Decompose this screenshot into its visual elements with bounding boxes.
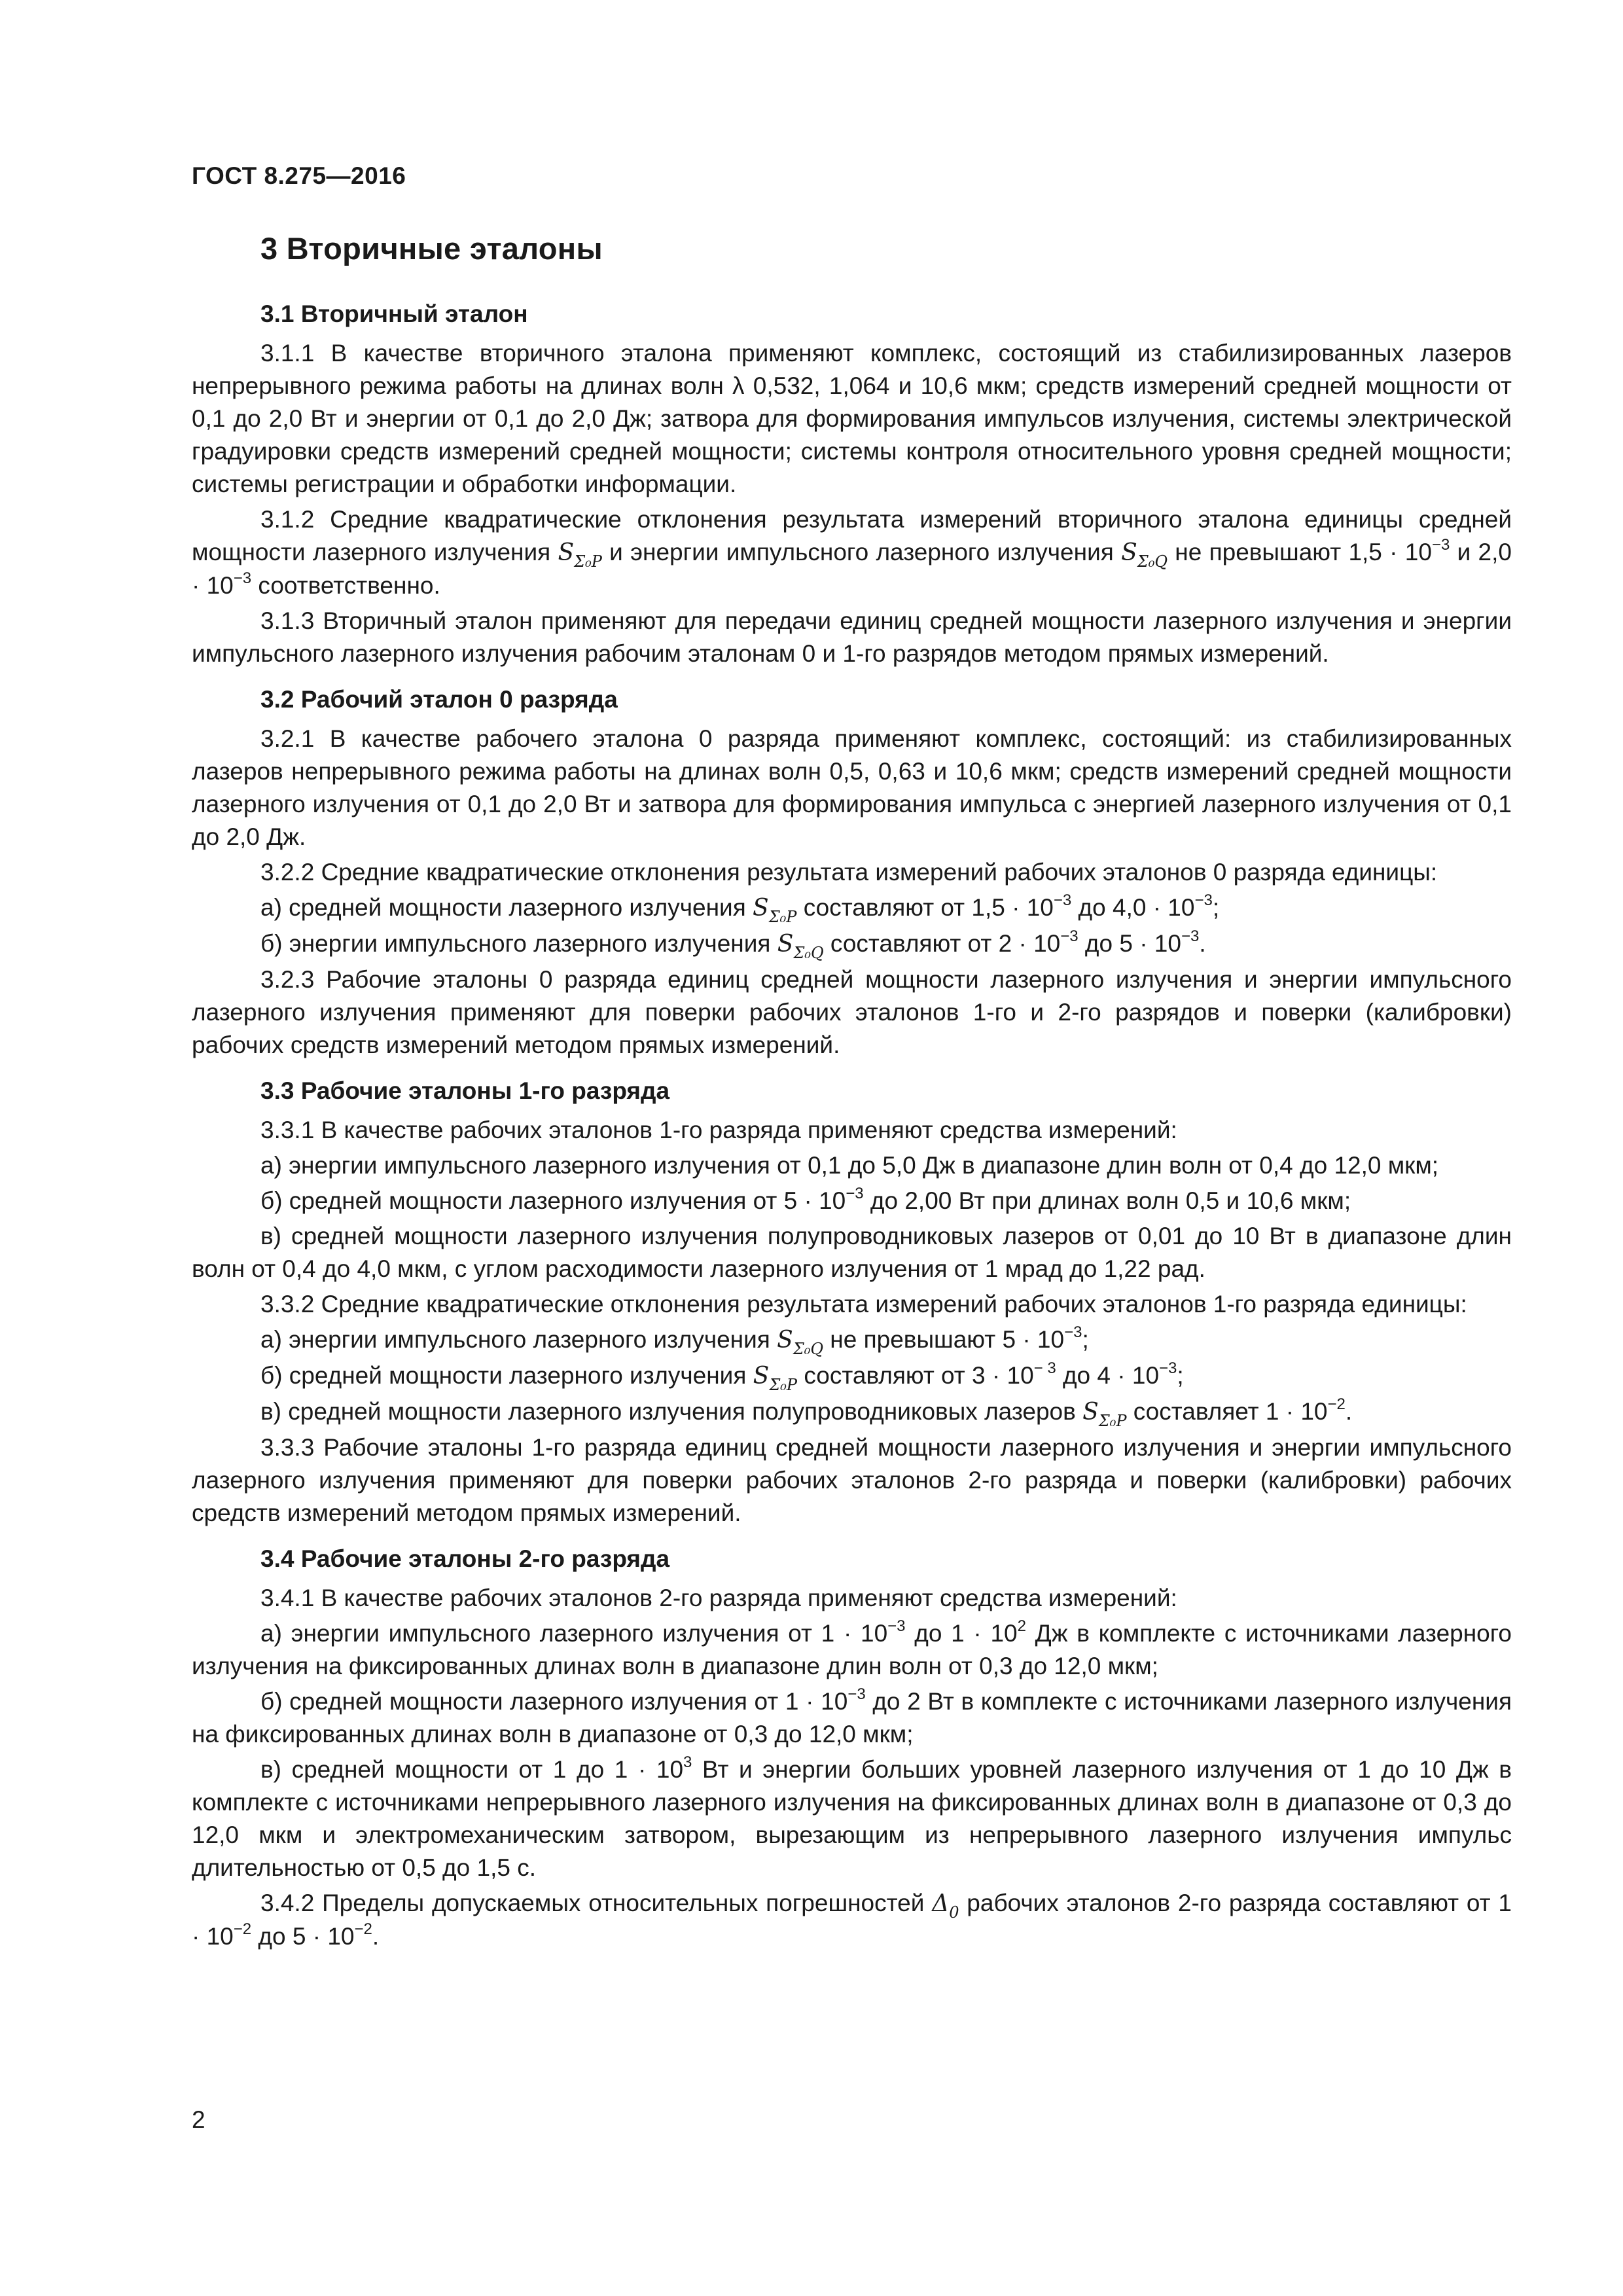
list-item-3-2-2-b: б) энергии импульсного лазерного излучения $S_{\Sigma_0Q}$ составляют от $2 \cdot 10^{-3}$ до $5 \cdot 10^{-3}$. (260, 927, 1206, 962)
symbol-s-sigma-p: $S_{\Sigma_0P}$ (753, 895, 797, 926)
subsection-title-3-2: 3.2 Рабочий эталон 0 разряда (260, 686, 618, 713)
list-item-3-3-2-a: а) энергии импульсного лазерного излучения $S_{\Sigma_0Q}$ не превышают $5 \cdot 10^{-3}$; (260, 1323, 1089, 1358)
symbol-s-sigma-q: $S_{\Sigma_0Q}$ (777, 931, 824, 962)
symbol-s-sigma-q: $S_{\Sigma_0Q}$ (1121, 539, 1168, 571)
list-item-3-4-1-b: б) средней мощности лазерного излучения от $1 \cdot 10^{-3}$ до 2 Вт в комплекте с источниками лазерного излучения на фиксированных длинах волн в диапазоне от 0,3 до 12,0 мкм; (192, 1685, 1512, 1748)
list-item-3-3-1-c: в) средней мощности лазерного излучения полупроводниковых лазеров от 0,01 до 10 Вт в диапазоне длин волн от 0,4 до 4,0 мкм, с углом расходимости лазерного излучения от 1 мрад до 1,22 рад. (192, 1223, 1512, 1282)
paragraph-3-1-1: 3.1.1 В качестве вторичного эталона применяют комплекс, состоящий из стабилизированных лазеров непрерывного режима работы на длинах волн λ 0,532, 1,064 и 10,6 мкм; средств измерений средней мощности от 0,1 до 2,0 Вт и энергии от 0,1 до 2,0 Дж; затвора для формирования импульсов излучения, системы электрической градуировки средств измерений средней мощности; системы контроля относительного уровня средней мощности; системы регистрации и обработки информации. (192, 340, 1512, 497)
list-item-3-2-2-a: а) средней мощности лазерного излучения $S_{\Sigma_0P}$ составляют от $1,5 \cdot 10^{-3}$ до $4,0 \cdot 10^{-3}$; (260, 891, 1220, 926)
page-number: 2 (192, 2106, 205, 2133)
symbol-s-sigma-p: $S_{\Sigma_0P}$ (1082, 1399, 1127, 1430)
list-item-3-3-1-a: а) энергии импульсного лазерного излучения от 0,1 до 5,0 Дж в диапазоне длин волн от 0,4 до 12,0 мкм; (260, 1152, 1439, 1179)
symbol-s-sigma-p: $S_{\Sigma_0P}$ (753, 1363, 798, 1394)
paragraph-3-2-3: 3.2.3 Рабочие эталоны 0 разряда единиц средней мощности лазерного излучения и энергии импульсного лазерного излучения применяют для поверки рабочих эталонов 1-го и 2-го разрядов и поверки (калибровки) рабочих средств измерений методом прямых измерений. (192, 966, 1512, 1058)
document-code-header: ГОСТ 8.275—2016 (192, 162, 406, 189)
paragraph-3-1-3: 3.1.3 Вторичный эталон применяют для передачи единиц средней мощности лазерного излучения и энергии импульсного лазерного излучения рабочим эталонам 0 и 1-го разрядов методом прямых измерений. (192, 607, 1512, 667)
list-item-3-3-1-b: б) средней мощности лазерного излучения от $5 \cdot 10^{-3}$ до 2,00 Вт при длинах волн 0,5 и 10,6 мкм; (260, 1185, 1351, 1214)
paragraph-3-1-2: 3.1.2 Средние квадратические отклонения результата измерений вторичного эталона единицы средней мощности лазерного излучения $S_{\Sigma_0P}$ и энергии импульсного лазерного излучения $S_{\Sigma_0Q}$ не превышают $1,5 \cdot 10^{-3}$ и $2,0 \cdot 10^{-3}$ соответственно. (192, 506, 1512, 599)
symbol-delta-0: $\Delta_0$ (932, 1890, 959, 1922)
subsection-title-3-1: 3.1 Вторичный эталон (260, 300, 528, 327)
paragraph-3-3-3: 3.3.3 Рабочие эталоны 1-го разряда единиц средней мощности лазерного излучения и энергии импульсного лазерного излучения применяют для поверки рабочих эталонов 2-го разряда и поверки (калибровки) рабочих средств измерений методом прямых измерений. (192, 1434, 1512, 1526)
paragraph-3-2-1: 3.2.1 В качестве рабочего эталона 0 разряда применяют комплекс, состоящий: из стабилизированных лазеров непрерывного режима работы на длинах волн 0,5, 0,63 и 10,6 мкм; средств измерений средней мощности лазерного излучения от 0,1 до 2,0 Вт и затвора для формирования импульса с энергией лазерного излучения от 0,1 до 2,0 Дж. (192, 725, 1512, 850)
paragraph-3-4-1: 3.4.1 В качестве рабочих эталонов 2-го разряда применяют средства измерений: (260, 1585, 1177, 1611)
list-item-3-4-1-a: а) энергии импульсного лазерного излучения от $1 \cdot 10^{-3}$ до $1 \cdot 10^2$ Дж в комплекте с источниками лазерного излучения на фиксированных длинах волн в диапазоне длин волн от 0,3 до 12,0 мкм; (192, 1617, 1512, 1679)
section-title: 3 Вторичные эталоны (260, 231, 603, 266)
paragraph-3-3-1: 3.3.1 В качестве рабочих эталонов 1-го разряда применяют средства измерений: (260, 1117, 1177, 1143)
symbol-s-sigma-p: $S_{\Sigma_0P}$ (558, 539, 602, 571)
symbol-s-sigma-q: $S_{\Sigma_0Q}$ (777, 1327, 824, 1358)
paragraph-3-3-2: 3.3.2 Средние квадратические отклонения результата измерений рабочих эталонов 1-го разряда единицы: (260, 1291, 1467, 1318)
list-item-3-3-2-c: в) средней мощности лазерного излучения полупроводниковых лазеров $S_{\Sigma_0P}$ составляет $1 \cdot 10^{-2}$. (260, 1395, 1353, 1430)
paragraph-3-4-2: 3.4.2 Пределы допускаемых относительных погрешностей $\Delta_0$ рабочих эталонов 2-го разряда составляют от $1 \cdot 10^{-2}$ до $5 \cdot 10^{-2}$. (192, 1890, 1512, 1950)
paragraph-3-2-2: 3.2.2 Средние квадратические отклонения результата измерений рабочих эталонов 0 разряда единицы: (260, 859, 1438, 886)
subsection-title-3-3: 3.3 Рабочие эталоны 1-го разряда (260, 1077, 670, 1104)
document-body (192, 230, 1512, 1956)
subsection-title-3-4: 3.4 Рабочие эталоны 2-го разряда (260, 1545, 670, 1572)
list-item-3-3-2-b: б) средней мощности лазерного излучения $S_{\Sigma_0P}$ составляют от $3 \cdot 10^{- 3}$ до $4 \cdot 10^{-3}$; (260, 1359, 1184, 1394)
list-item-3-4-1-c: в) средней мощности от 1 до $1 \cdot 10^3$ Вт и энергии больших уровней лазерного излучения от 1 до 10 Дж в комплекте с источниками непрерывного лазерного излучения на фиксированных длинах волн в диапазоне от 0,3 до 12,0 мкм и электромеханическим затвором, вырезающим из непрерывного лазерного излучения импульс длительностью от 0,5 до 1,5 с. (192, 1753, 1512, 1881)
